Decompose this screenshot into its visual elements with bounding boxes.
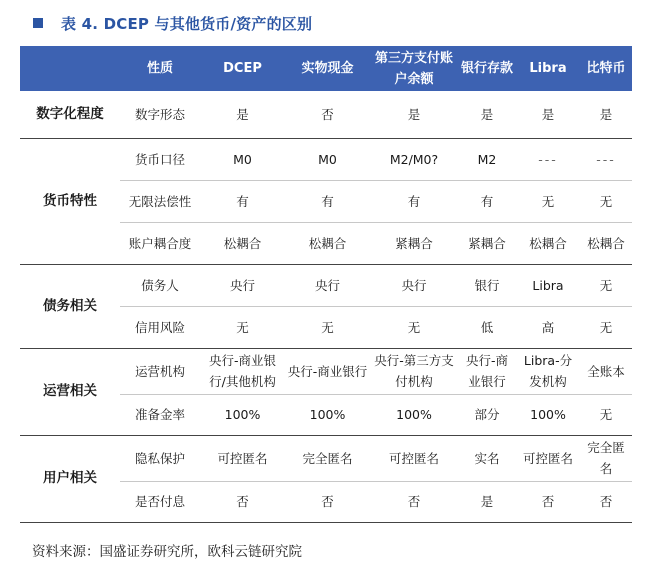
value-cell: 无 (200, 306, 285, 348)
value-cell: 无 (580, 264, 632, 306)
table-row (20, 348, 632, 394)
category-digitization: 数字化程度 (20, 91, 120, 138)
value-cell: M0 (200, 138, 285, 180)
value-cell: 可控匿名 (516, 435, 580, 481)
header-cell-property: 性质 (120, 46, 200, 91)
value-cell: 松耦合 (516, 222, 580, 264)
category-user: 用户相关 (20, 435, 120, 522)
value-cell: --- (516, 138, 580, 180)
table-title: 表 4. DCEP 与其他货币/资产的区别 (61, 14, 313, 33)
category-operation: 运营相关 (20, 348, 120, 435)
value-cell: 央行 (285, 264, 370, 306)
value-cell: 无 (580, 306, 632, 348)
value-cell: 100% (200, 394, 285, 435)
category-debt: 债务相关 (20, 264, 120, 348)
value-cell: --- (580, 138, 632, 180)
value-cell: Libra-分发机构 (516, 348, 580, 394)
value-cell: 实名 (458, 435, 516, 481)
header-cell-third-party: 第三方支付账户余额 (370, 46, 458, 91)
value-cell: 否 (580, 481, 632, 522)
table-row (20, 435, 632, 481)
header-cell-dcep: DCEP (200, 46, 285, 91)
value-cell: 可控匿名 (200, 435, 285, 481)
header-row (20, 46, 632, 91)
header-cell-bank-deposit: 银行存款 (458, 46, 516, 91)
value-cell: M2/M0? (370, 138, 458, 180)
value-cell: 央行 (370, 264, 458, 306)
property-cell: 无限法偿性 (120, 180, 200, 222)
value-cell: 紧耦合 (370, 222, 458, 264)
value-cell: 央行-商业银行 (458, 348, 516, 394)
value-cell: 否 (516, 481, 580, 522)
value-cell: 有 (200, 180, 285, 222)
header-cell-cash: 实物现金 (285, 46, 370, 91)
value-cell: 是 (580, 91, 632, 138)
value-cell: 是 (458, 91, 516, 138)
value-cell: 部分 (458, 394, 516, 435)
table-caption (33, 12, 312, 34)
category-currency: 货币特性 (20, 138, 120, 264)
value-cell: 无 (370, 306, 458, 348)
value-cell: 央行-商业银行/其他机构 (200, 348, 285, 394)
property-cell: 信用风险 (120, 306, 200, 348)
value-cell: 有 (370, 180, 458, 222)
property-cell: 账户耦合度 (120, 222, 200, 264)
value-cell: 100% (370, 394, 458, 435)
value-cell: 否 (200, 481, 285, 522)
value-cell: 100% (516, 394, 580, 435)
value-cell: 松耦合 (580, 222, 632, 264)
value-cell: 无 (580, 394, 632, 435)
property-cell: 是否付息 (120, 481, 200, 522)
value-cell: 是 (200, 91, 285, 138)
property-cell: 货币口径 (120, 138, 200, 180)
header-cell-blank (20, 46, 120, 91)
value-cell: Libra (516, 264, 580, 306)
value-cell: 有 (458, 180, 516, 222)
comparison-table (20, 46, 632, 523)
header-cell-libra: Libra (516, 46, 580, 91)
source-note: 资料来源：国盛证券研究所，欧科云链研究院 (32, 544, 302, 560)
value-cell: 无 (580, 180, 632, 222)
value-cell: 否 (285, 481, 370, 522)
value-cell: 100% (285, 394, 370, 435)
table-row (20, 264, 632, 306)
value-cell: 央行-第三方支付机构 (370, 348, 458, 394)
header-cell-bitcoin: 比特币 (580, 46, 632, 91)
square-bullet-icon (33, 18, 43, 28)
property-cell: 数字形态 (120, 91, 200, 138)
value-cell: 银行 (458, 264, 516, 306)
value-cell: 央行 (200, 264, 285, 306)
value-cell: 有 (285, 180, 370, 222)
value-cell: 松耦合 (285, 222, 370, 264)
table-row (20, 91, 632, 138)
value-cell: M0 (285, 138, 370, 180)
value-cell: 全账本 (580, 348, 632, 394)
value-cell: M2 (458, 138, 516, 180)
value-cell: 低 (458, 306, 516, 348)
value-cell: 是 (458, 481, 516, 522)
value-cell: 无 (516, 180, 580, 222)
property-cell: 隐私保护 (120, 435, 200, 481)
value-cell: 否 (285, 91, 370, 138)
value-cell: 高 (516, 306, 580, 348)
value-cell: 完全匿名 (580, 435, 632, 481)
property-cell: 运营机构 (120, 348, 200, 394)
property-cell: 准备金率 (120, 394, 200, 435)
value-cell: 否 (370, 481, 458, 522)
value-cell: 是 (516, 91, 580, 138)
property-cell: 债务人 (120, 264, 200, 306)
table-row (20, 138, 632, 180)
value-cell: 完全匿名 (285, 435, 370, 481)
value-cell: 紧耦合 (458, 222, 516, 264)
value-cell: 松耦合 (200, 222, 285, 264)
value-cell: 可控匿名 (370, 435, 458, 481)
value-cell: 无 (285, 306, 370, 348)
value-cell: 是 (370, 91, 458, 138)
value-cell: 央行-商业银行 (285, 348, 370, 394)
